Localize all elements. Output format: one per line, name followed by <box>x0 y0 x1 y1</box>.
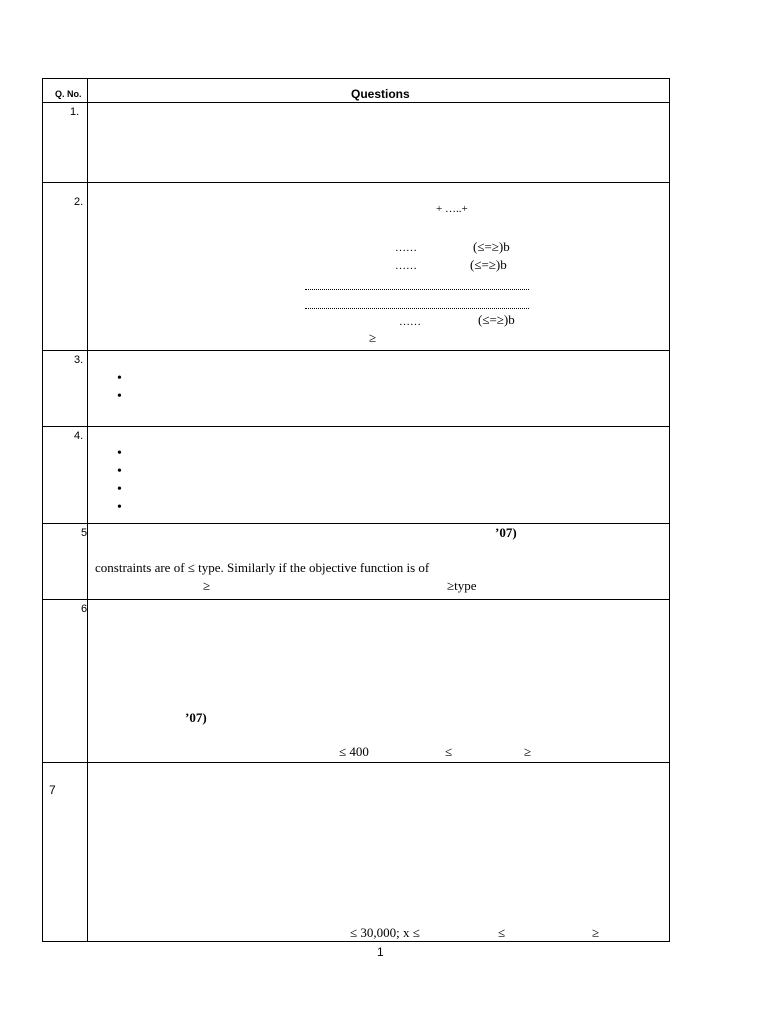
column-divider <box>87 524 88 599</box>
objective-expression: + …..+ <box>436 203 468 215</box>
bullet-point: • <box>117 464 122 479</box>
page-number: 1 <box>377 945 384 959</box>
bullet-point: • <box>117 446 122 461</box>
non-negativity-symbol: ≥ <box>369 330 377 345</box>
dotted-line-1 <box>305 289 529 290</box>
question-number: 6 <box>81 603 88 615</box>
constraint-3: ≥ <box>592 925 600 940</box>
constraint-dots-3: …… <box>399 316 421 328</box>
table-row-3 <box>43 351 669 427</box>
column-divider <box>87 427 88 523</box>
questions-table <box>42 78 670 942</box>
table-row-6 <box>43 600 669 763</box>
constraint-relation-2: (≤=≥)b <box>470 257 507 272</box>
inequality-symbol: ≥ <box>203 578 211 593</box>
constraint-3: ≥ <box>524 744 532 759</box>
bullet-point: • <box>117 389 122 404</box>
question-number: 1. <box>70 106 80 118</box>
constraint-relation-3: (≤=≥)b <box>478 312 515 327</box>
questions-header: Questions <box>351 87 410 101</box>
table-row-1 <box>43 103 669 183</box>
column-divider <box>87 351 88 426</box>
constraint-relation-1: (≤=≥)b <box>473 239 510 254</box>
table-header-row <box>43 79 669 103</box>
constraint-dots-1: …… <box>395 242 417 254</box>
constraint-2: ≤ <box>445 744 453 759</box>
question-number: 7 <box>49 783 56 797</box>
column-divider <box>87 79 88 102</box>
inequality-type: ≥type <box>447 578 477 593</box>
column-divider <box>87 183 88 350</box>
column-divider <box>87 763 88 941</box>
bullet-point: • <box>117 482 122 497</box>
table-row-2 <box>43 183 669 351</box>
question-text: constraints are of ≤ type. Similarly if the objective function is of <box>95 560 430 575</box>
constraint-2: ≤ <box>498 925 506 940</box>
question-number: 5 <box>81 527 88 539</box>
table-row-7 <box>43 763 669 941</box>
bullet-point: • <box>117 500 122 515</box>
bullet-point: • <box>117 371 122 386</box>
question-number: 4. <box>74 430 84 442</box>
column-divider <box>87 600 88 762</box>
qno-header: Q. No. <box>55 89 82 99</box>
constraint-dots-2: …… <box>395 260 417 272</box>
constraint-1: ≤ 400 <box>339 744 369 759</box>
question-number: 3. <box>74 354 84 366</box>
exam-year: ’07) <box>185 710 207 725</box>
column-divider <box>87 103 88 182</box>
dotted-line-2 <box>305 308 529 309</box>
exam-year: ’07) <box>495 525 517 540</box>
constraint-1: ≤ 30,000; x ≤ <box>350 925 420 940</box>
question-number: 2. <box>74 196 84 208</box>
table-row-4 <box>43 427 669 524</box>
table-row-5 <box>43 524 669 600</box>
